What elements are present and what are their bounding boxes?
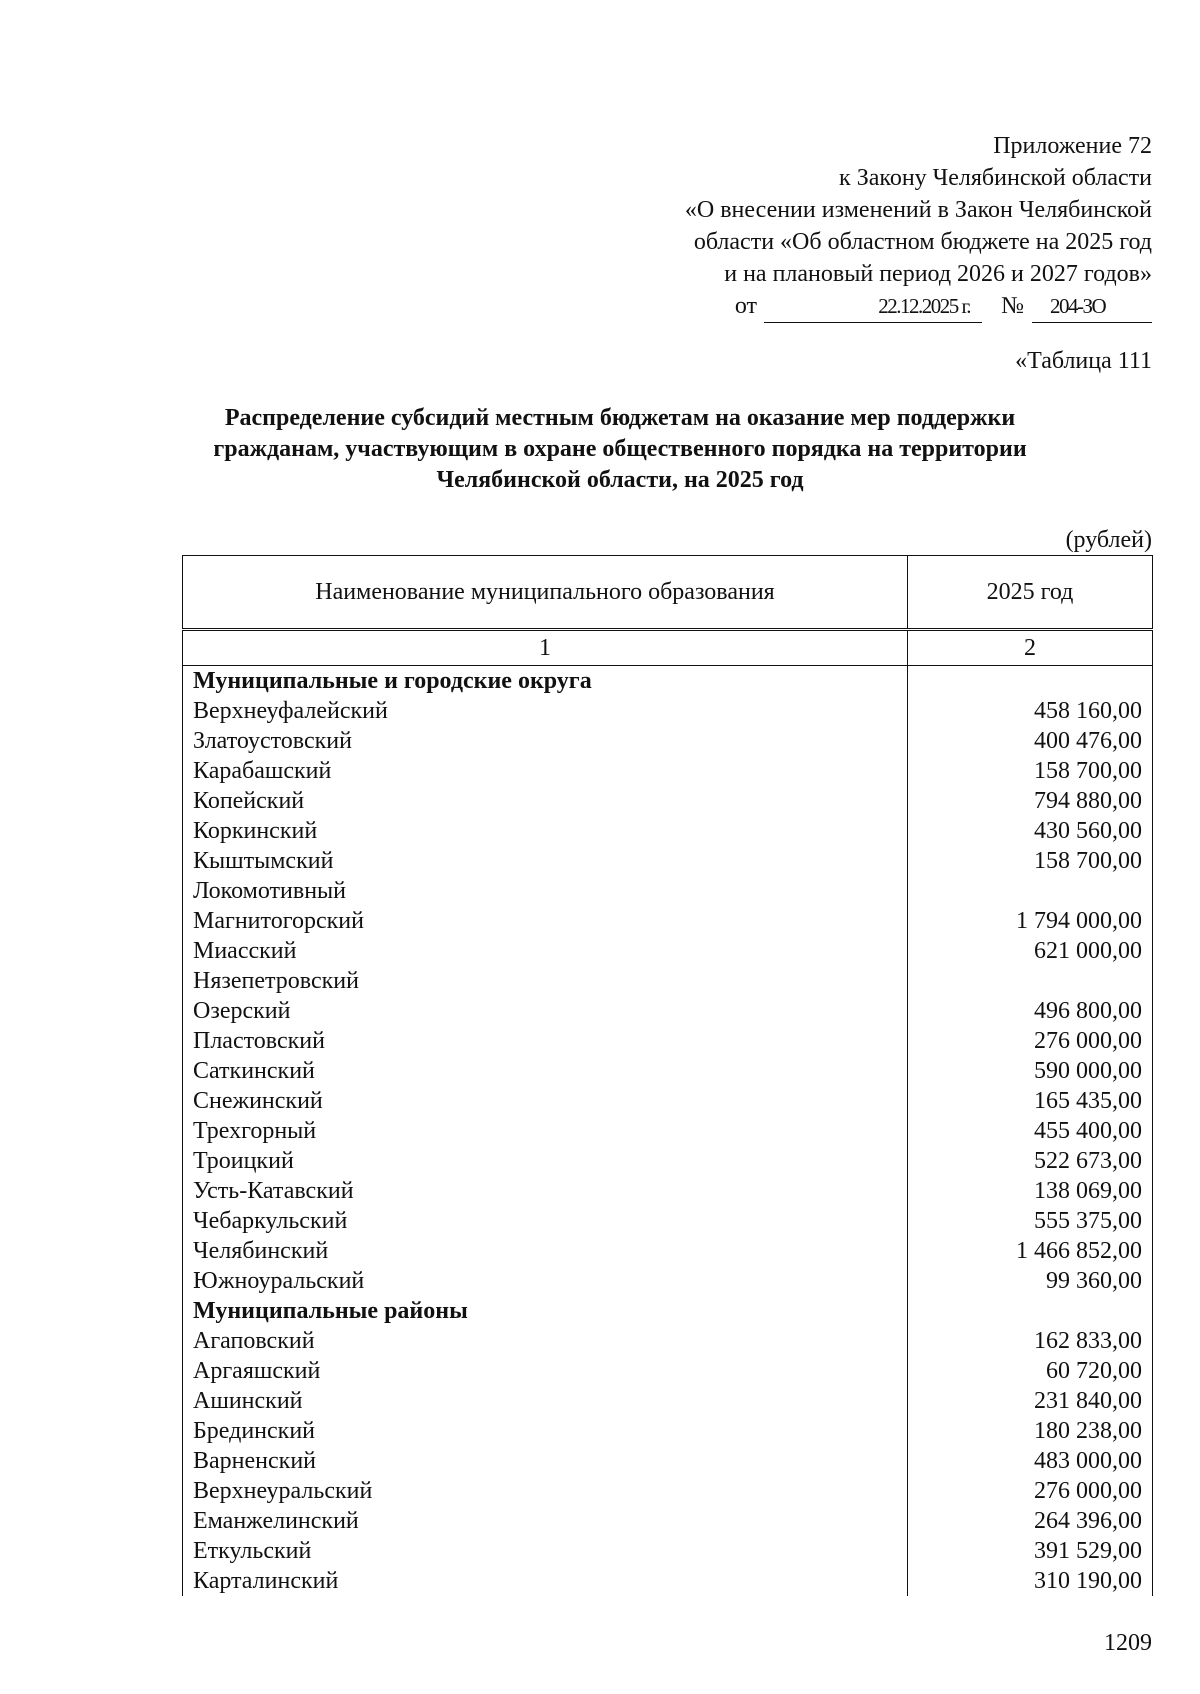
municipality-name: Еманжелинский (183, 1506, 908, 1536)
subsidy-amount: 496 800,00 (908, 996, 1153, 1026)
document-title (160, 403, 1080, 496)
subsidy-amount: 276 000,00 (908, 1026, 1153, 1056)
table-row (183, 1476, 1153, 1506)
column-number-row (183, 630, 1153, 666)
municipality-name: Кыштымский (183, 846, 908, 876)
subsidy-amount: 400 476,00 (908, 726, 1153, 756)
subsidy-amount: 180 238,00 (908, 1416, 1153, 1446)
law-reference-line (552, 290, 1152, 324)
municipality-name: Трехгорный (183, 1116, 908, 1146)
subsidy-amount (908, 876, 1153, 906)
subsidy-amount: 1 794 000,00 (908, 906, 1153, 936)
table-row (183, 1386, 1153, 1416)
subsidy-amount: 158 700,00 (908, 756, 1153, 786)
subsidy-amount: 458 160,00 (908, 696, 1153, 726)
municipality-name: Миасский (183, 936, 908, 966)
municipality-name: Троицкий (183, 1146, 908, 1176)
subsidy-amount: 391 529,00 (908, 1536, 1153, 1566)
law-date: 22.12.2025 г. (764, 290, 982, 323)
subsidy-amount: 430 560,00 (908, 816, 1153, 846)
table-row (183, 1506, 1153, 1536)
municipality-name: Карталинский (183, 1566, 908, 1596)
table-row (183, 966, 1153, 996)
table-row (183, 876, 1153, 906)
table-row (183, 1026, 1153, 1056)
appendix-line: и на плановый период 2026 и 2027 годов» (724, 261, 1152, 287)
subsidy-amount: 138 069,00 (908, 1176, 1153, 1206)
municipality-name: Варненский (183, 1446, 908, 1476)
municipality-name: Карабашский (183, 756, 908, 786)
appendix-header (552, 130, 1152, 324)
municipality-name: Верхнеуфалейский (183, 696, 908, 726)
municipality-name: Нязепетровский (183, 966, 908, 996)
municipality-name: Чебаркульский (183, 1206, 908, 1236)
law-number: 204-ЗО (1032, 290, 1152, 323)
title-line: Распределение субсидий местным бюджетам на оказание мер поддержки (224, 405, 1016, 431)
header-year: 2025 год (908, 556, 1153, 630)
title-line: гражданам, участвующим в охране общественного порядка на территории (213, 436, 1027, 462)
table-row (183, 1176, 1153, 1206)
table-row (183, 1236, 1153, 1266)
table-row (183, 726, 1153, 756)
municipality-name: Челябинский (183, 1236, 908, 1266)
municipality-name: Аргаяшский (183, 1356, 908, 1386)
page-number: 1209 (1104, 1630, 1152, 1656)
table-row (183, 1356, 1153, 1386)
municipality-name: Пластовский (183, 1026, 908, 1056)
subsidy-amount: 621 000,00 (908, 936, 1153, 966)
table-row (183, 1266, 1153, 1296)
section-value (908, 666, 1153, 697)
subsidy-amount: 231 840,00 (908, 1386, 1153, 1416)
subsidy-amount: 455 400,00 (908, 1116, 1153, 1146)
section-value (908, 1296, 1153, 1326)
subsidy-amount: 590 000,00 (908, 1056, 1153, 1086)
number-label: № (1001, 293, 1024, 319)
municipality-name: Локомотивный (183, 876, 908, 906)
table-row (183, 936, 1153, 966)
header-municipality: Наименование муниципального образования (183, 556, 908, 630)
subsidy-amount: 310 190,00 (908, 1566, 1153, 1596)
table-row (183, 1056, 1153, 1086)
title-line: Челябинской области, на 2025 год (436, 467, 804, 493)
appendix-line: области «Об областном бюджете на 2025 год (693, 229, 1152, 255)
municipality-name: Озерский (183, 996, 908, 1026)
from-label: от (734, 293, 757, 319)
table-row (183, 696, 1153, 726)
municipality-name: Усть-Катавский (183, 1176, 908, 1206)
municipality-name: Златоустовский (183, 726, 908, 756)
municipality-name: Еткульский (183, 1536, 908, 1566)
subsidy-amount: 60 720,00 (908, 1356, 1153, 1386)
table-row (183, 786, 1153, 816)
municipality-name: Южноуральский (183, 1266, 908, 1296)
table-row (183, 996, 1153, 1026)
municipality-name: Снежинский (183, 1086, 908, 1116)
subsidy-amount: 276 000,00 (908, 1476, 1153, 1506)
subsidy-amount: 794 880,00 (908, 786, 1153, 816)
table-row (183, 1566, 1153, 1596)
municipality-name: Магнитогорский (183, 906, 908, 936)
section-title: Муниципальные и городские округа (183, 666, 908, 697)
subsidy-amount: 162 833,00 (908, 1326, 1153, 1356)
subsidy-amount: 1 466 852,00 (908, 1236, 1153, 1266)
section-title: Муниципальные районы (183, 1296, 908, 1326)
subsidy-amount: 158 700,00 (908, 846, 1153, 876)
table-row (183, 1086, 1153, 1116)
column-number: 2 (908, 630, 1153, 666)
section-row (183, 1296, 1153, 1326)
municipality-name: Ашинский (183, 1386, 908, 1416)
subsidy-amount: 264 396,00 (908, 1506, 1153, 1536)
table-row (183, 906, 1153, 936)
table-row (183, 1536, 1153, 1566)
table-row (183, 756, 1153, 786)
subsidy-amount: 483 000,00 (908, 1446, 1153, 1476)
municipality-name: Верхнеуральский (183, 1476, 908, 1506)
subsidy-amount: 522 673,00 (908, 1146, 1153, 1176)
section-row (183, 666, 1153, 697)
municipality-name: Брединский (183, 1416, 908, 1446)
municipality-name: Коркинский (183, 816, 908, 846)
appendix-line: Приложение 72 (993, 133, 1152, 159)
table-row (183, 1416, 1153, 1446)
subsidy-amount: 99 360,00 (908, 1266, 1153, 1296)
table-body (183, 666, 1153, 1597)
units-label: (рублей) (1065, 527, 1152, 553)
appendix-line: к Закону Челябинской области (839, 165, 1152, 191)
appendix-line: «О внесении изменений в Закон Челябинской (684, 197, 1152, 223)
subsidy-amount (908, 966, 1153, 996)
table-row (183, 1326, 1153, 1356)
table-row (183, 816, 1153, 846)
subsidy-table (182, 555, 1153, 1596)
table-row (183, 1146, 1153, 1176)
municipality-name: Копейский (183, 786, 908, 816)
table-label: «Таблица 111 (1015, 348, 1152, 374)
table-row (183, 1206, 1153, 1236)
subsidy-amount: 165 435,00 (908, 1086, 1153, 1116)
municipality-name: Саткинский (183, 1056, 908, 1086)
column-number: 1 (183, 630, 908, 666)
table-row (183, 846, 1153, 876)
table-row (183, 1446, 1153, 1476)
table-row (183, 1116, 1153, 1146)
municipality-name: Агаповский (183, 1326, 908, 1356)
subsidy-amount: 555 375,00 (908, 1206, 1153, 1236)
table-header-row (183, 556, 1153, 630)
